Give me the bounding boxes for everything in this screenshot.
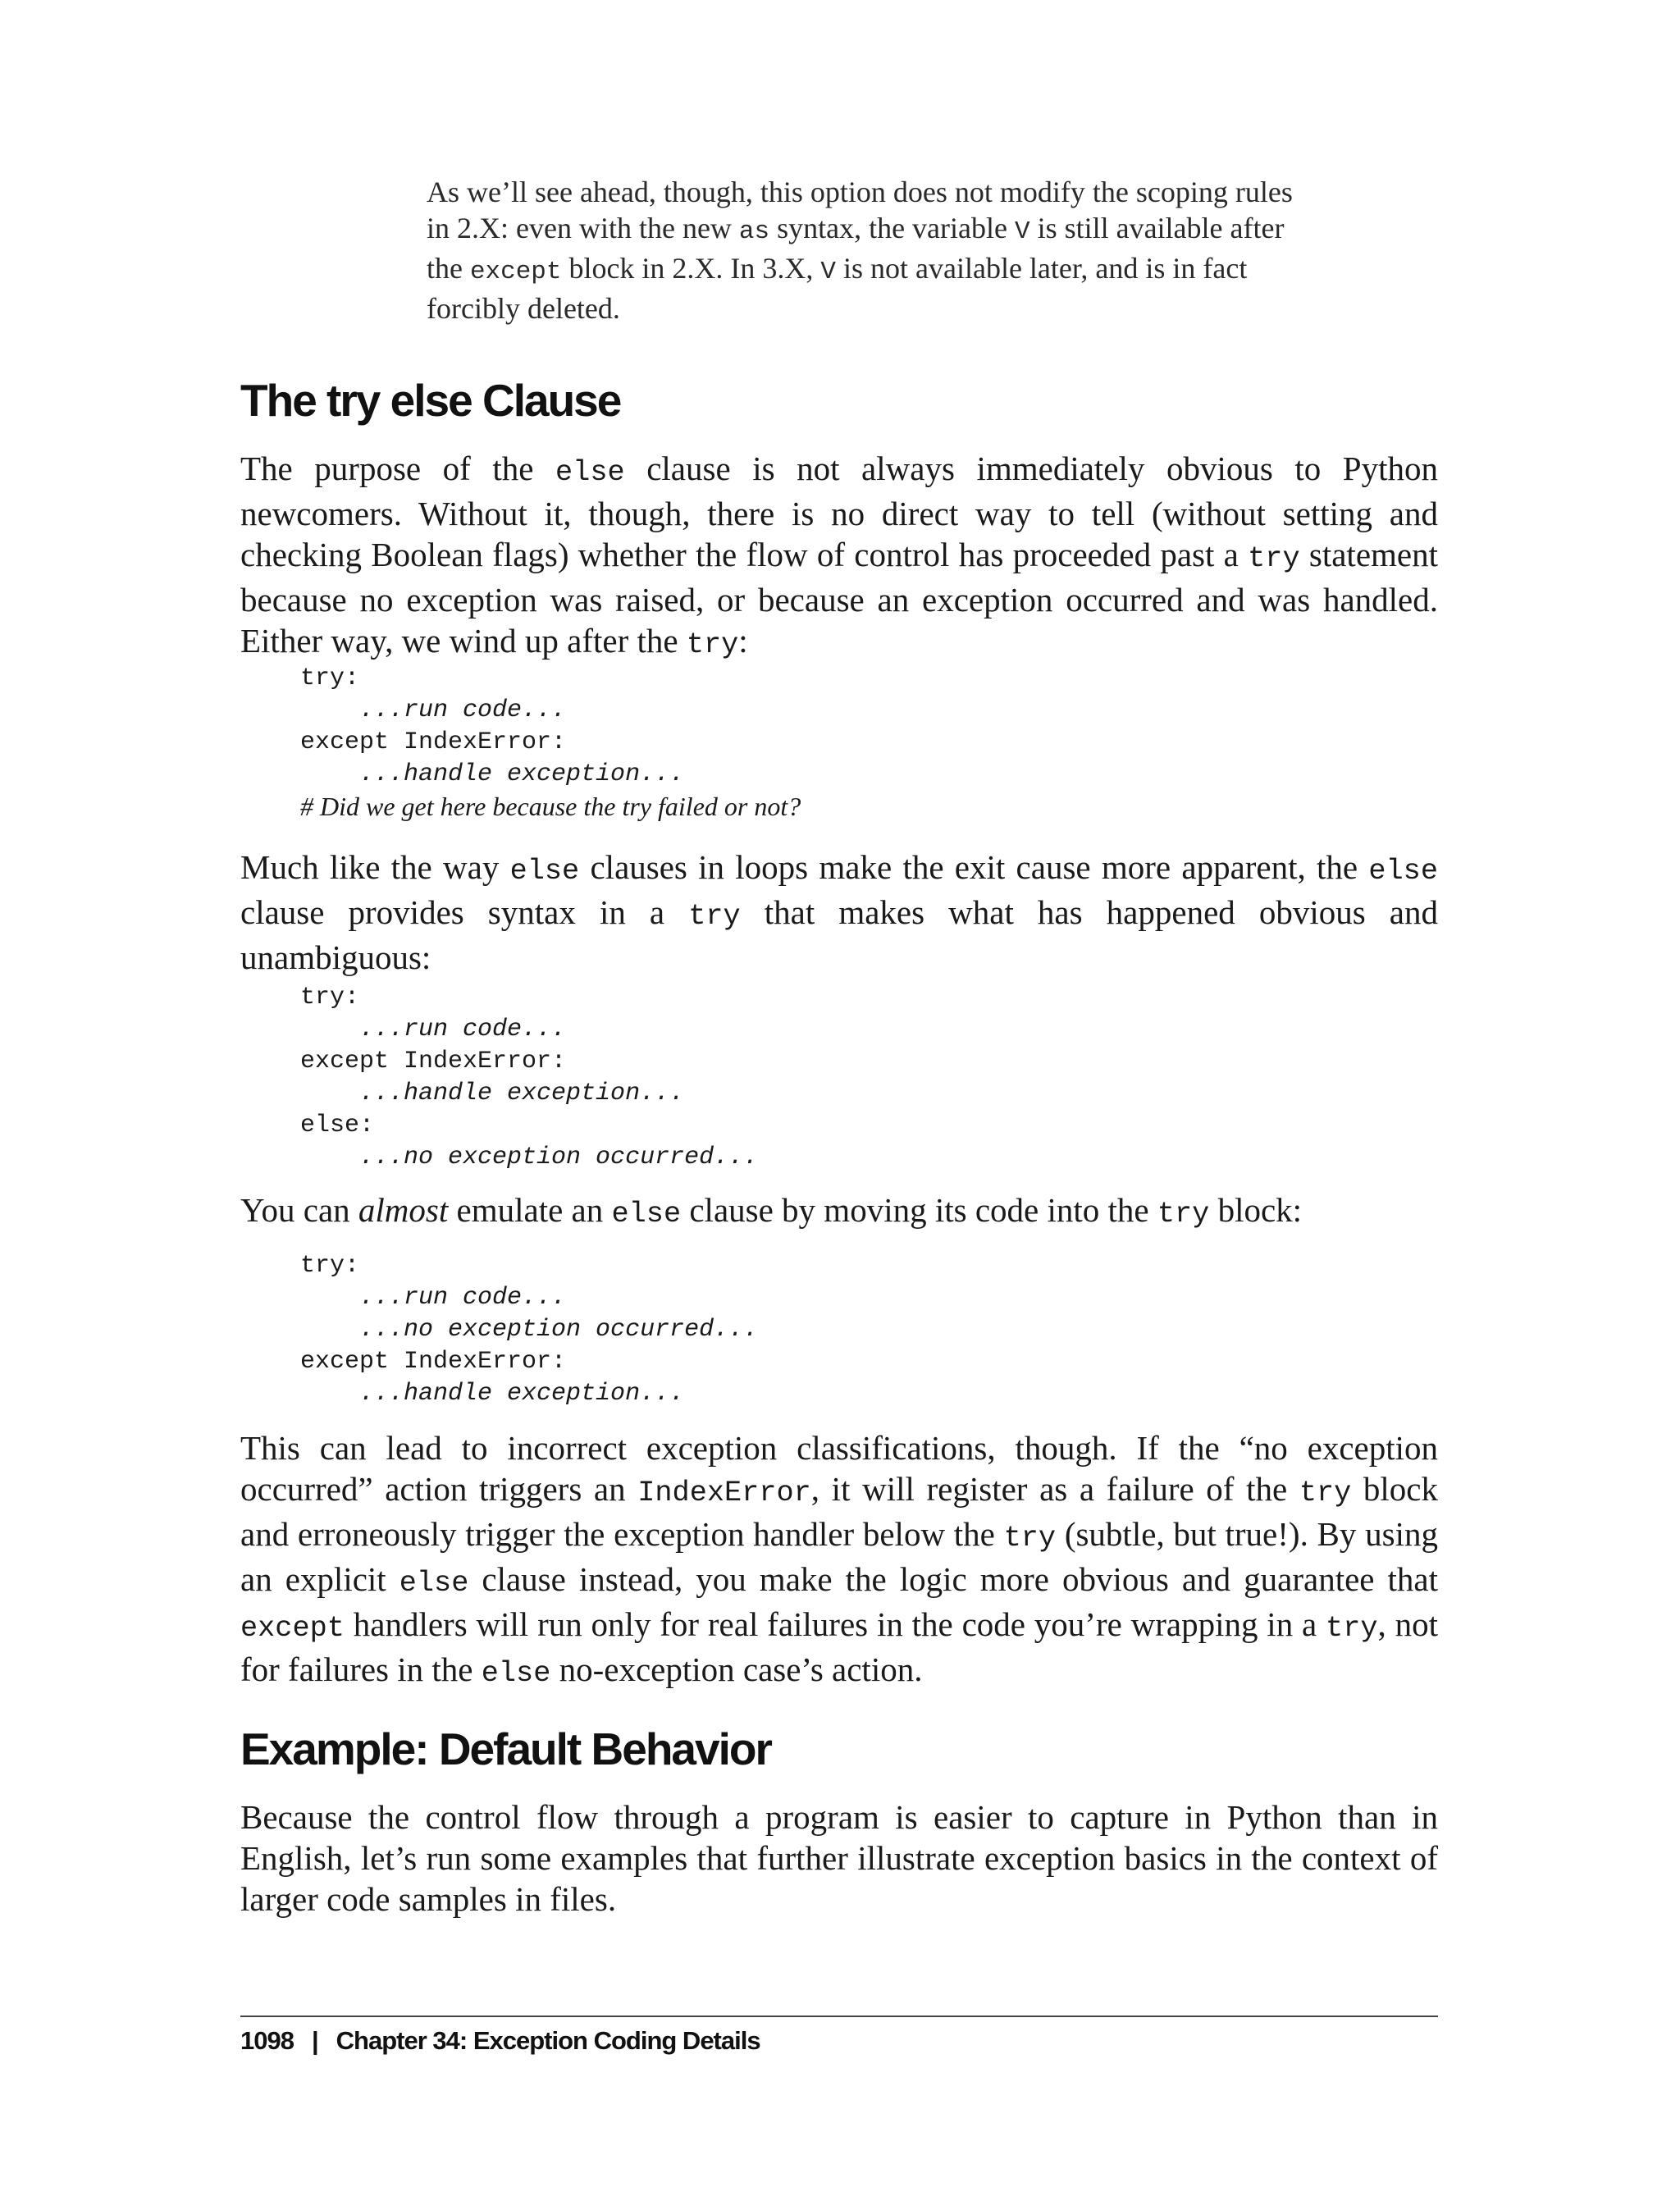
paragraph-else-syntax: Much like the way else clauses in loops make the exit cause more apparent, the else clause provides syntax in a try that makes what has happened obvious and unambiguous: (240, 848, 1438, 976)
paragraph-incorrect-classification: This can lead to incorrect exception classifications, though. If the “no exception occurred” action triggers an IndexError, it will register as a failure of the try block and erroneously trigger the exception handler below the try (subtle, but true!). By using an explicit else clause instead, you make the logic more obvious and guarantee that except handlers will run only for real failures in the code you’re wrapping in a try, not for failures in the else no-exception case’s action. (240, 1429, 1439, 1690)
paragraph-control-flow: Because the control flow through a program is easier to capture in Python than in English, let’s run some examples that further illustrate exception basics in the context of larger code samples in files. (240, 1798, 1438, 1918)
paragraph-else-purpose: The purpose of the else clause is not always immediately obvious to Python newcomers. Without it, though, there is no direct way to tell (without setting and checking Boolean flags) whether the flow of control has proceeded past a try statement because no exception was raised, or because an exception occurred and was handled. Either way, we wind up after the try: (240, 450, 1438, 661)
chapter-title: Chapter 34: Exception Coding Details (336, 2026, 760, 2055)
code-block-try-except-else: try: ...run code... except IndexError: ...handle exception... else: ...no exception occurred... (300, 984, 759, 1171)
section-heading-try-else: The try else Clause (240, 375, 621, 426)
section-heading-default-behavior: Example: Default Behavior (240, 1723, 771, 1774)
footer-separator: | (311, 2026, 318, 2055)
page-number: 1098 (240, 2026, 294, 2055)
code-block-try-except: try: ...run code... except IndexError: ...handle exception... # Did we get here because the try failed or not? (300, 664, 801, 821)
footer-rule (240, 2016, 1438, 2017)
page-footer (240, 2026, 760, 2056)
note-paragraph: As we’ll see ahead, though, this option does not modify the scoping rules in 2.X: even with the new as syntax, the variable V is still available after the except block in 2.X. In 3.X, V is not available later, and is in fact forcibly deleted. (427, 176, 1293, 325)
code-block-try-emulation: try: ...run code... ...no exception occurred... except IndexError: ...handle exception... (300, 1252, 759, 1408)
paragraph-almost-emulate: You can almost emulate an else clause by moving its code into the try block: (240, 1191, 1303, 1230)
